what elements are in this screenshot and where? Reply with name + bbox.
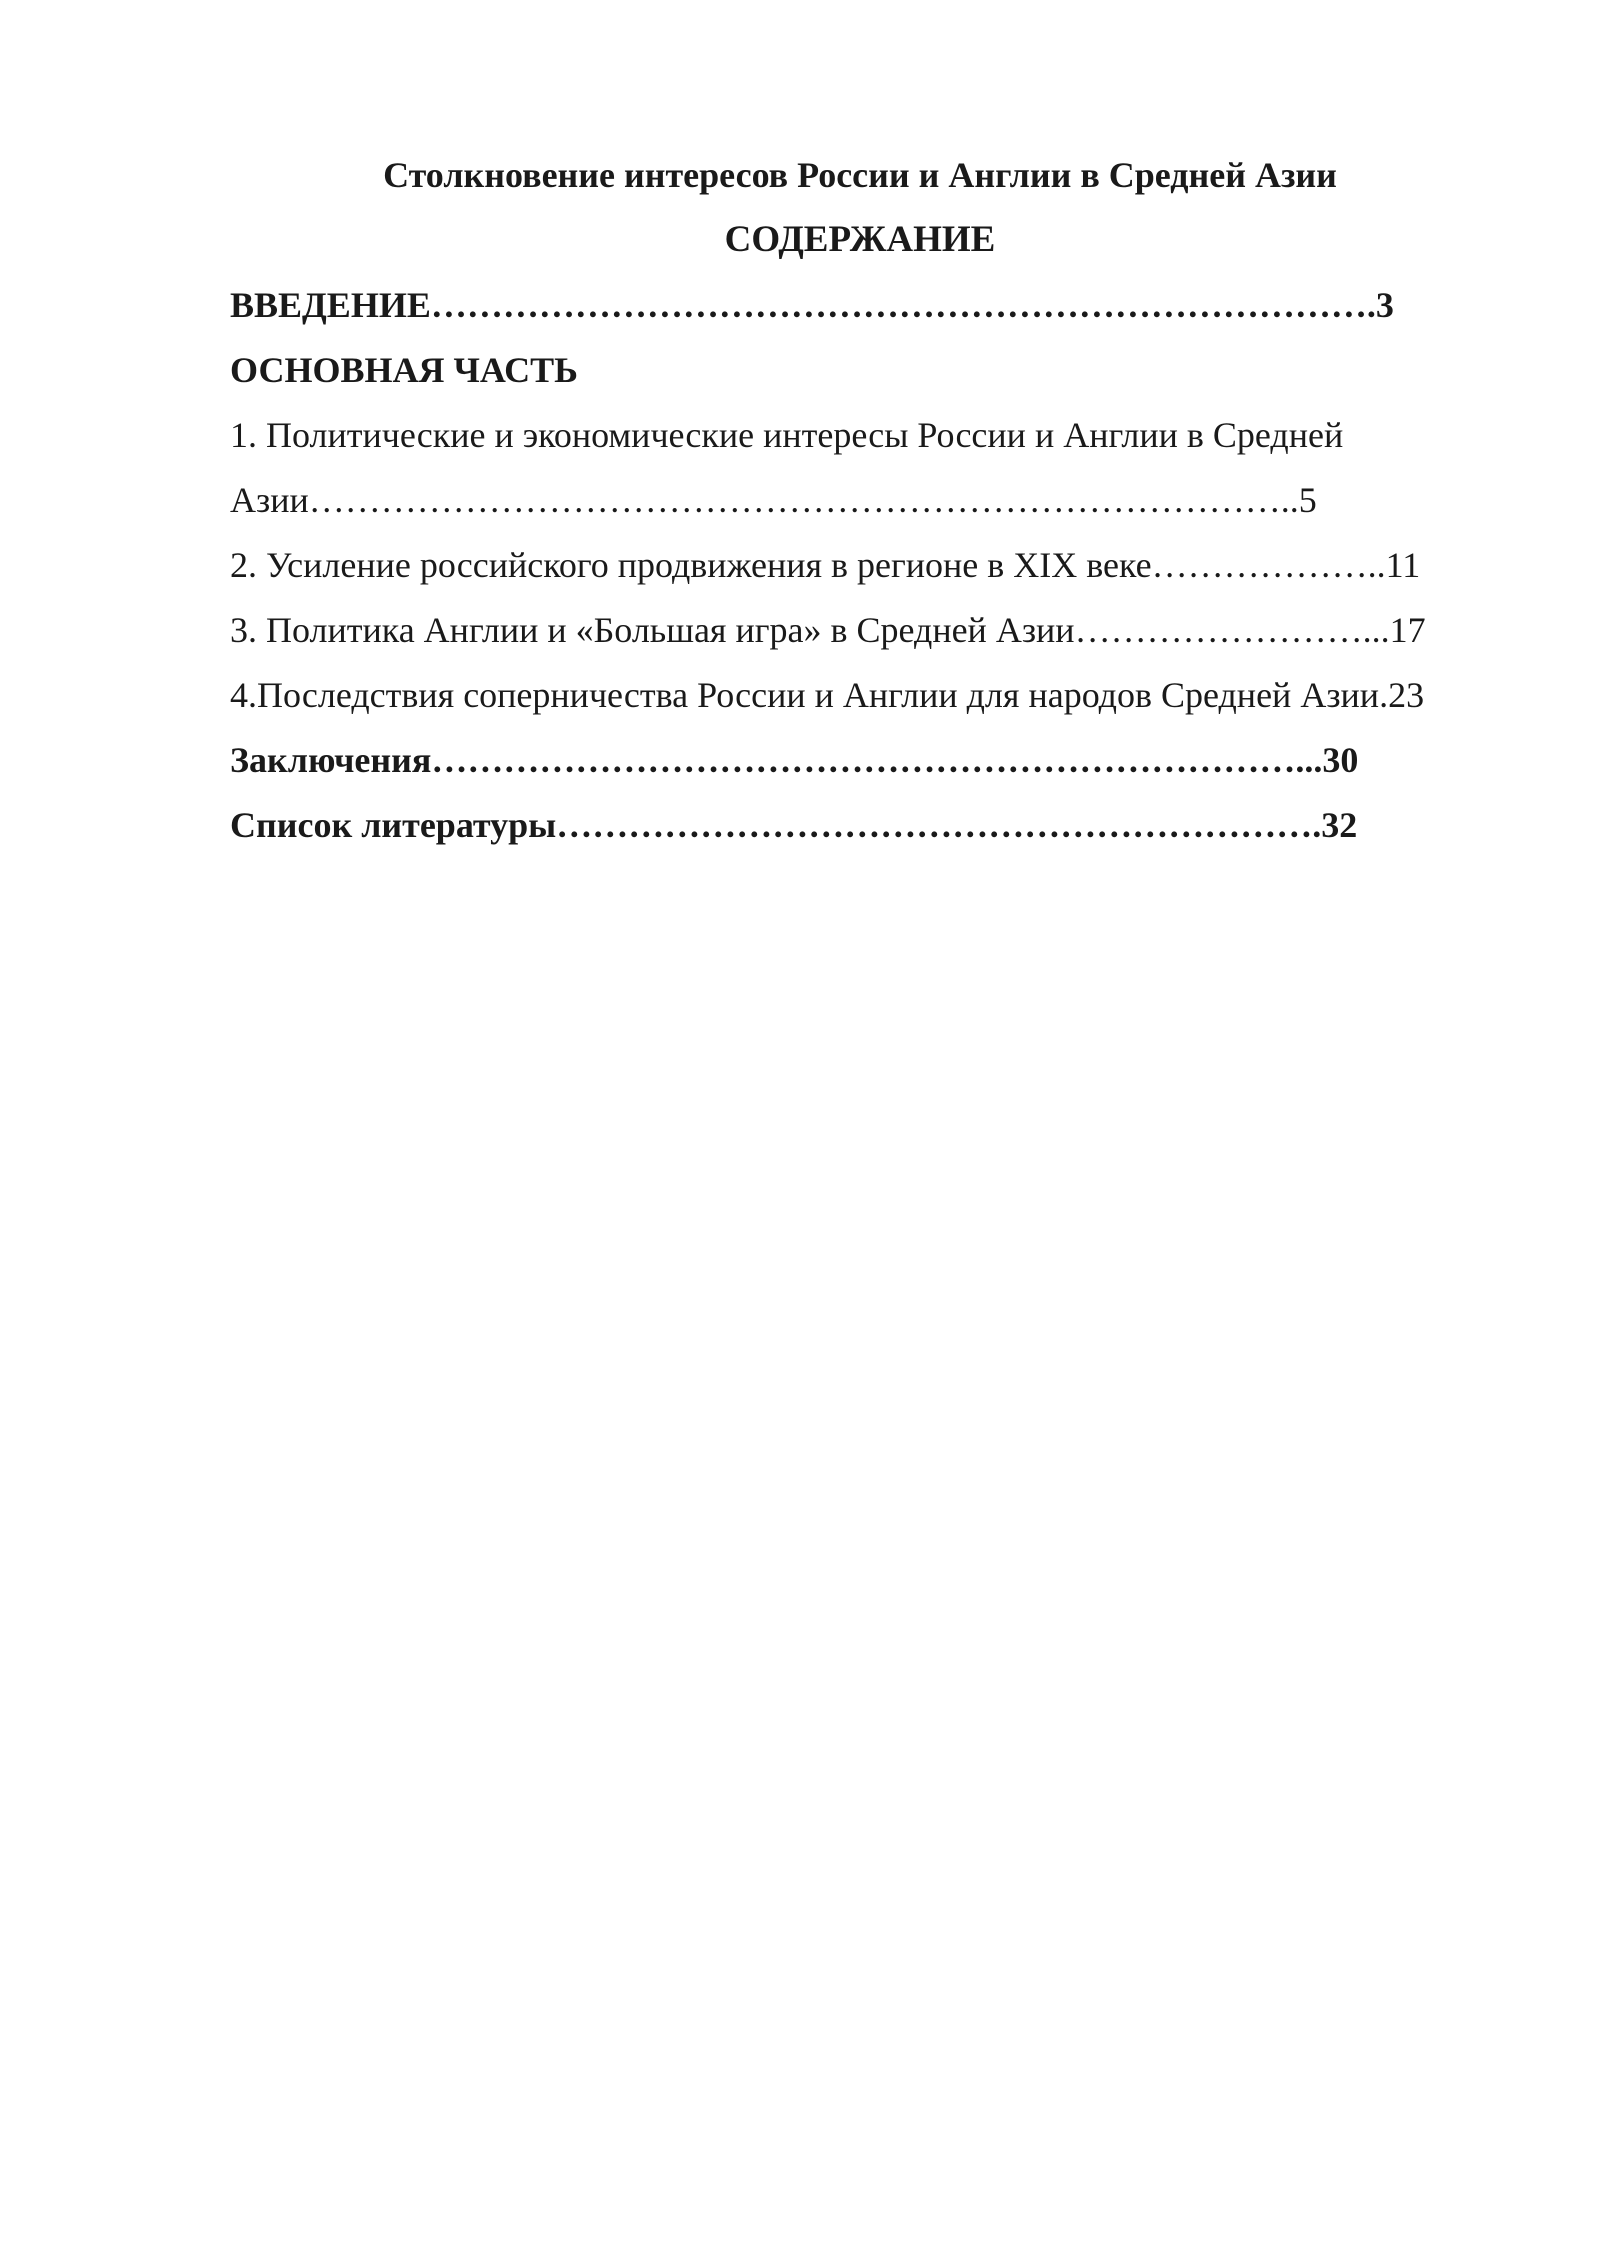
toc-entry-chapter-1-line-1: 1. Политические и экономические интересы России и Англии в Средней <box>230 415 1344 455</box>
toc-entry-chapter-3: 3. Политика Англии и «Большая игра» в Средней Азии……………………...17 <box>230 610 1426 650</box>
toc-entry-chapter-1-line-2: Азии………………………………………………………………………..5 <box>230 480 1317 520</box>
toc-entry-conclusion: Заключения………………………………………………………………...30 <box>230 740 1359 780</box>
toc-entry-chapter-4: 4.Последствия соперничества России и Англии для народов Средней Азии.23 <box>230 675 1425 715</box>
toc-heading: СОДЕРЖАНИЕ <box>724 219 996 260</box>
toc-entry-main-part: ОСНОВНАЯ ЧАСТЬ <box>230 350 578 390</box>
toc-entry-chapter-2: 2. Усиление российского продвижения в регионе в XIX веке………………..11 <box>230 545 1421 585</box>
toc-entry-bibliography: Список литературы……………………………………………………….32 <box>230 805 1358 845</box>
toc-entry-introduction: ВВЕДЕНИЕ…………………………………………………………………….3 <box>230 285 1394 325</box>
document-title: Столкновение интересов России и Англии в Средней Азии <box>383 155 1337 195</box>
